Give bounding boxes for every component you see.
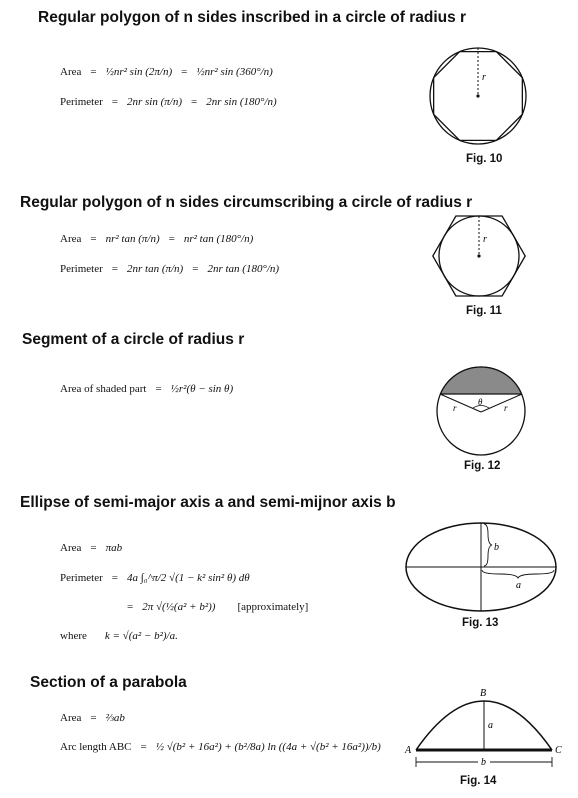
formula-row xyxy=(60,66,273,78)
equals-sign: = xyxy=(90,66,97,78)
section-title-inscribed-polygon: Regular polygon of n sides inscribed in a circle of radius r xyxy=(38,9,467,26)
figure-caption: Fig. 14 xyxy=(460,775,497,787)
formula-label: Area xyxy=(60,233,82,245)
vertex-label: B xyxy=(480,688,487,699)
formula-row xyxy=(60,383,233,395)
section-title-circle-segment: Segment of a circle of radius r xyxy=(22,331,245,348)
equals-sign: = xyxy=(127,601,134,613)
formula-row xyxy=(60,572,250,584)
formula-row xyxy=(60,630,178,642)
radius-label: r xyxy=(483,234,487,245)
radius-label: r xyxy=(504,403,508,413)
figure-caption: Fig. 13 xyxy=(462,617,499,629)
inscribed-polygon-figure xyxy=(430,38,530,148)
equals-sign: = xyxy=(168,233,175,245)
section-title-circumscribed-polygon: Regular polygon of n sides circumscribing a circle of radius r xyxy=(20,194,473,211)
formula-expression: nr² tan (π/n) xyxy=(105,233,160,245)
formula-label: Area xyxy=(60,66,82,78)
formula-expression: ½r²(θ − sin θ) xyxy=(170,383,234,395)
angle-label: θ xyxy=(478,397,483,407)
formula-row xyxy=(60,233,253,245)
formula-expression: 2nr sin (180°/n) xyxy=(206,96,277,108)
figure-caption: Fig. 11 xyxy=(466,305,502,317)
equals-sign: = xyxy=(192,263,199,275)
radius-label: r xyxy=(453,403,457,413)
formula-label: Perimeter xyxy=(60,263,103,275)
circle-segment-figure xyxy=(437,365,527,457)
base-label: b xyxy=(481,757,486,768)
formula-label: where xyxy=(60,630,87,642)
endpoint-label: A xyxy=(405,745,412,756)
equals-sign: = xyxy=(181,66,188,78)
formula-label: Perimeter xyxy=(60,96,103,108)
formula-expression: πab xyxy=(105,542,123,554)
equals-sign: = xyxy=(111,263,118,275)
figure-caption: Fig. 12 xyxy=(464,460,501,472)
formula-label: Area xyxy=(60,712,82,724)
equals-sign: = xyxy=(111,572,118,584)
section-title-ellipse: Ellipse of semi-major axis a and semi-mijnor axis b xyxy=(20,494,396,511)
formula-expression: 4a ∫₀^π/2 √(1 − k² sin² θ) dθ xyxy=(126,572,250,584)
height-label: a xyxy=(488,720,493,731)
formula-expression: 2nr tan (180°/n) xyxy=(207,263,280,275)
formula-expression: nr² tan (180°/n) xyxy=(183,233,254,245)
formula-expression: 2nr tan (π/n) xyxy=(126,263,184,275)
circumscribed-polygon-figure xyxy=(435,212,525,302)
equals-sign: = xyxy=(90,712,97,724)
equals-sign: = xyxy=(140,741,147,753)
formula-label: Area of shaded part xyxy=(60,383,147,395)
formula-row xyxy=(118,601,308,613)
semi-major-label: a xyxy=(516,580,521,591)
formula-row xyxy=(60,542,122,554)
formula-expression: ½ √(b² + 16a²) + (b²/8a) ln ((4a + √(b² + 16a²))/b) xyxy=(155,741,381,753)
equals-sign: = xyxy=(111,96,118,108)
formula-label: Arc length ABC xyxy=(60,741,132,753)
ellipse-figure xyxy=(404,522,558,614)
section-title-parabola: Section of a parabola xyxy=(30,674,187,691)
formula-expression: k = √(a² − b²)/a. xyxy=(104,630,178,642)
formula-expression: ½nr² sin (360°/n) xyxy=(196,66,273,78)
approximation-note: [approximately] xyxy=(237,601,309,613)
formula-label: Perimeter xyxy=(60,572,103,584)
formula-expression: ⅔ab xyxy=(105,712,125,724)
equals-sign: = xyxy=(90,542,97,554)
formula-expression: 2π √(½(a² + b²)) xyxy=(142,601,216,613)
equals-sign: = xyxy=(90,233,97,245)
equals-sign: = xyxy=(155,383,162,395)
parabola-figure xyxy=(402,682,562,772)
formula-row xyxy=(60,741,381,753)
radius-label: r xyxy=(482,72,486,83)
semi-minor-label: b xyxy=(494,542,499,553)
endpoint-label: C xyxy=(555,745,562,756)
formula-row xyxy=(60,263,279,275)
formula-row xyxy=(60,712,125,724)
formula-expression: 2nr sin (π/n) xyxy=(126,96,182,108)
equals-sign: = xyxy=(191,96,198,108)
figure-caption: Fig. 10 xyxy=(466,153,503,165)
formula-row xyxy=(60,96,277,108)
formula-expression: ½nr² sin (2π/n) xyxy=(105,66,173,78)
formula-label: Area xyxy=(60,542,82,554)
